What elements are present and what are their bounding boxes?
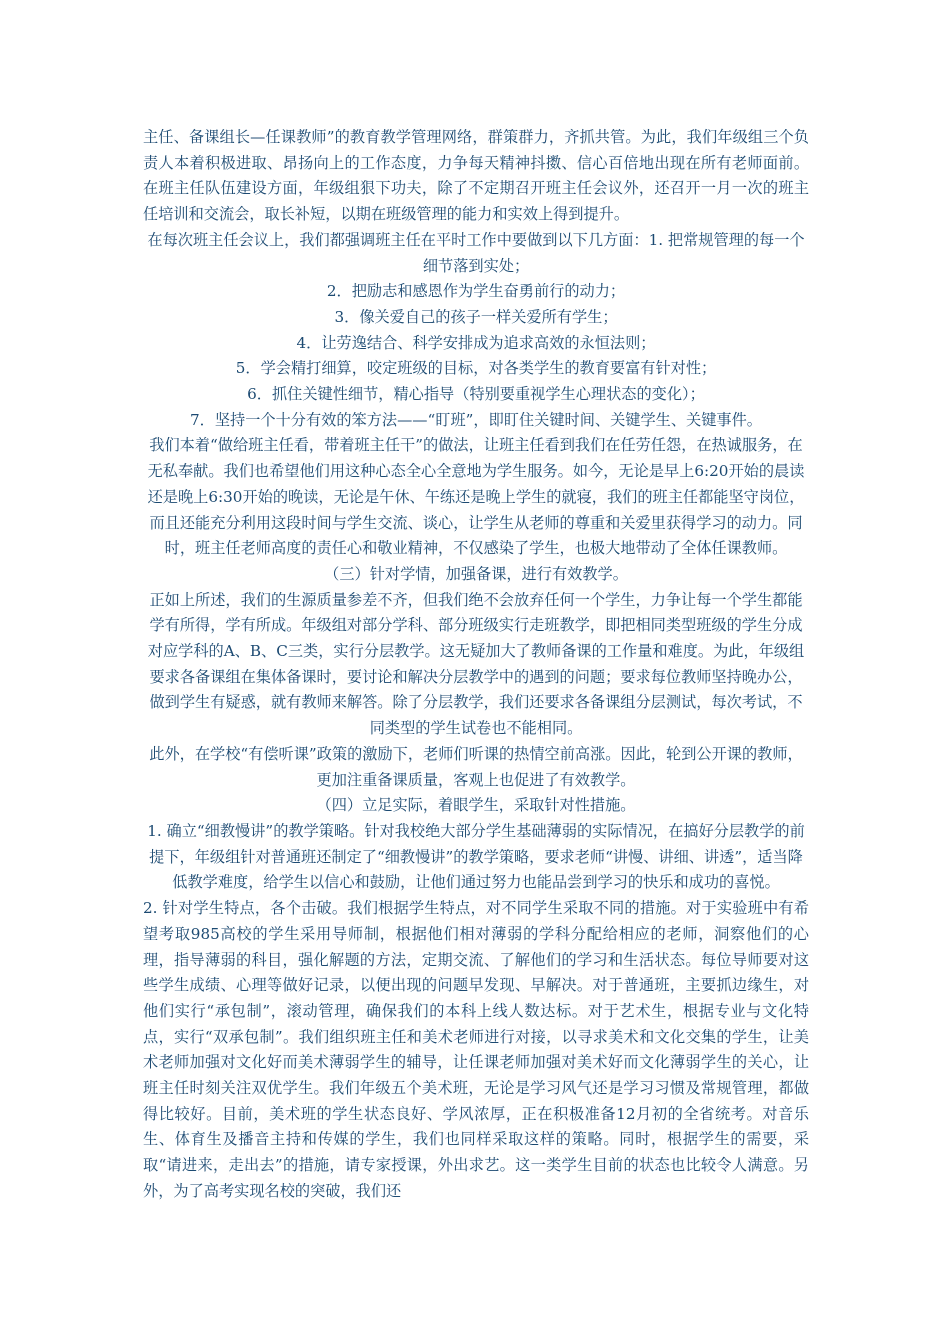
paragraph-slow-teaching-strategy: 1. 确立“细教慢讲”的教学策略。针对我校绝大部分学生基础薄弱的实际情况，在搞好分层教学的前提下，年级组针对普通班还制定了“细教慢讲”的教学策略，要求老师“讲慢、讲细、讲透”，适当降低教学难度，给学生以信心和鼓励，让他们通过努力也能品尝到学习的快乐和成功的喜悦。	[147, 821, 805, 892]
section-heading-3: （三）针对学情，加强备课，进行有效教学。	[324, 564, 628, 583]
paragraph-meeting-point-1: 在每次班主任会议上，我们都强调班主任在平时工作中要做到以下几方面：1. 把常规管理的每一个细节落到实处；	[147, 230, 805, 275]
paragraph-layered-teaching: 正如上所述，我们的生源质量参差不齐，但我们绝不会放弃任何一个学生，力争让每一个学生都能学有所得，学有所成。年级组对部分学科、部分班级实行走班教学，即把相同类型班级的学生分成对应学科的A、B、C三类，实行分层教学。这无疑加大了教师备课的工作量和难度。为此，年级组要求各备课组在集体备课时，要讨论和解决分层教学中的遇到的问题；要求每位教师坚持晚办公，做到学生有疑惑，就有教师来解答。除了分层教学，我们还要求各备课组分层测试，每次考试，不同类型的学生试卷也不能相同。	[147, 590, 805, 738]
paragraph-paid-lesson-observation: 此外，在学校“有偿听课”政策的激励下，老师们听课的热情空前高涨。因此，轮到公开课的教师，更加注重备课质量，客观上也促进了有效教学。	[149, 744, 803, 789]
paragraph-meeting-point-3: 3．像关爱自己的孩子一样关爱所有学生；	[334, 307, 618, 326]
paragraph-meeting-point-4: 4．让劳逸结合、科学安排成为追求高效的永恒法则；	[296, 333, 656, 352]
document-body	[143, 125, 809, 1205]
paragraph-meeting-point-5: 5．学会精打细算，咬定班级的目标，对各类学生的教育要富有针对性；	[235, 359, 717, 378]
paragraph-meeting-point-7: 7．坚持一个十分有效的笨方法——“盯班”，即盯住关键时间、关键学生、关键事件。	[190, 410, 762, 429]
paragraph-team-management: 主任、备课组长—任课教师”的教育教学管理网络，群策群力，齐抓共管。为此，我们年级组三个负责人本着积极进取、昂扬向上的工作态度，力争每天精神抖擞、信心百倍地出现在所有老师面前。在班主任队伍建设方面，年级组狠下功夫，除了不定期召开班主任会议外，还召开一月一次的班主任培训和交流会，取长补短，以期在班级管理的能力和实效上得到提升。	[143, 128, 809, 224]
paragraph-meeting-point-6: 6．抓住关键性细节，精心指导（特别要重视学生心理状态的变化）；	[247, 385, 705, 404]
paragraph-head-teacher-service: 我们本着“做给班主任看，带着班主任干”的做法，让班主任看到我们在任劳任怨，在热诚服务，在无私奉献。我们也希望他们用这种心态全心全意地为学生服务。如今，无论是早上6:20开始的晨读还是晚上6:30开始的晚读，无论是午休、午练还是晚上学生的就寝，我们的班主任都能坚守岗位，而且还能充分利用这段时间与学生交流、谈心，让学生从老师的尊重和关爱里获得学习的动力。同时，班主任老师高度的责任心和敬业精神，不仅感染了学生，也极大地带动了全体任课教师。	[147, 436, 805, 558]
paragraph-targeted-measures: 2. 针对学生特点，各个击破。我们根据学生特点，对不同学生采取不同的措施。对于实验班中有希望考取985高校的学生采用导师制，根据他们相对薄弱的学科分配给相应的老师，洞察他们的心理，指导薄弱的科目，强化解题的方法，定期交流、了解他们的学习和生活状态。每位导师要对这些学生成绩、心理等做好记录，以便出现的问题早发现、早解决。对于普通班，主要抓边缘生，对他们实行“承包制”，滚动管理，确保我们的本科上线人数达标。对于艺术生，根据专业与文化特点，实行“双承包制”。我们组织班主任和美术老师进行对接，以寻求美术和文化交集的学生，让美术老师加强对文化好而美术薄弱学生的辅导，让任课老师加强对美术好而文化薄弱学生的关心，让班主任时刻关注双优学生。我们年级五个美术班，无论是学习风气还是学习习惯及常规管理，都做得比较好。目前，美术班的学生状态良好、学风浓厚，正在积极准备12月初的全省统考。对音乐生、体育生及播音主持和传媒的学生，我们也同样采取这样的策略。同时，根据学生的需要，采取“请进来，走出去”的措施，请专家授课，外出求艺。这一类学生目前的状态也比较令人满意。另外，为了高考实现名校的突破，我们还	[143, 899, 809, 1200]
section-heading-4: （四）立足实际，着眼学生，采取针对性措施。	[316, 796, 636, 815]
paragraph-meeting-point-2: 2．把励志和感恩作为学生奋勇前行的动力；	[326, 282, 626, 301]
